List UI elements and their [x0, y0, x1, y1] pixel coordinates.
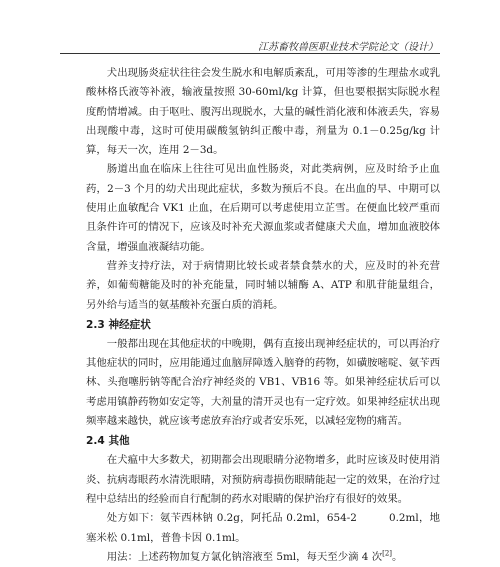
running-header: 江苏畜牧兽医职业技术学院论文（设计） — [258, 42, 438, 53]
usage-text: 用法：上述药物加复方氯化钠溶液至 5ml，每天至少滴 4 次 — [106, 550, 383, 563]
citation-ref[interactable]: [2] — [382, 549, 393, 558]
section-heading-other: 2.4 其他 — [86, 435, 130, 448]
paragraph-prescription: 处方如下：氨苄西林钠 0.2g，阿托品 0.2ml，654-2 0.2ml，地塞米松 0.1ml，普鲁卡因 0.1ml。 — [86, 512, 440, 544]
paragraph-eye-care: 在犬瘟中大多数犬，初期都会出现眼睛分泌物增多，此时应该及时使用消炎、抗病毒眼药水清洗眼睛，对预防病毒损伤眼睛能起一定的效果，在治疗过程中总结出的经验而自行配制的药水对眼睛的保护治疗有很好的效果。 — [86, 454, 440, 505]
paragraph-nutrition: 营养支持疗法，对于病情期比较长或者禁食禁水的犬，应及时的补充营养，如葡萄糖能及时的补充能量，同时辅以辅酶 A、ATP 和肌苷能量组合，另外给与适当的氨基酸补充蛋白质的消耗。 — [86, 259, 440, 311]
document-body — [86, 64, 440, 567]
paragraph-fluid-therapy: 犬出现肠炎症状往往会发生脱水和电解质紊乱，可用等渗的生理盐水或乳酸林格氏液等补液，输液量按照 30-60ml/kg 计算，但也要根据实际脱水程度酌情增减。由于呕吐、腹泻出现脱水，大量的碱性消化液和体液丢失，容易出现酸中毒，这时可使用碳酸氢钠纠正酸中毒，剂量为 0.1－0.25g/kg 计算，每天一次，连用 2－3d。 — [86, 67, 440, 157]
paragraph-neurological: 一般都出现在其他症状的中晚期，偶有直接出现神经症状的，可以再治疗其他症状的同时，应用能通过血脑屏障透入脑脊的药物，如磺胺嘧啶、氨苄西林、头孢噻肟钠等配合治疗神经炎的 VB1、VB16 等。如果神经症状后可以考虑用镇静药物如安定等，大剂量的清开灵也有一定疗效。如果神经症状出现频率越来越快，就应该考虑放弃治疗或者安乐死，以减轻宠物的痛苦。 — [86, 337, 440, 428]
header-rule — [60, 53, 440, 54]
paragraph-hemostasis: 肠道出血在临床上往往可见出血性肠炎，对此类病例，应及时给予止血药，2－3 个月的幼犬出现此症状，多数为预后不良。在出血的早、中期可以使用止血敏配合 VK1 止血，在后期可以考虑使用立芷雪。在便血比较严重而且条件许可的情况下，应该及时补充犬源血浆或者健康犬犬血，增加血液胶体含量，增强血液凝结功能。 — [86, 163, 440, 253]
paragraph-usage — [86, 548, 440, 567]
usage-end: 。 — [392, 550, 403, 563]
section-heading-neurological: 2.3 神经症状 — [86, 318, 151, 331]
